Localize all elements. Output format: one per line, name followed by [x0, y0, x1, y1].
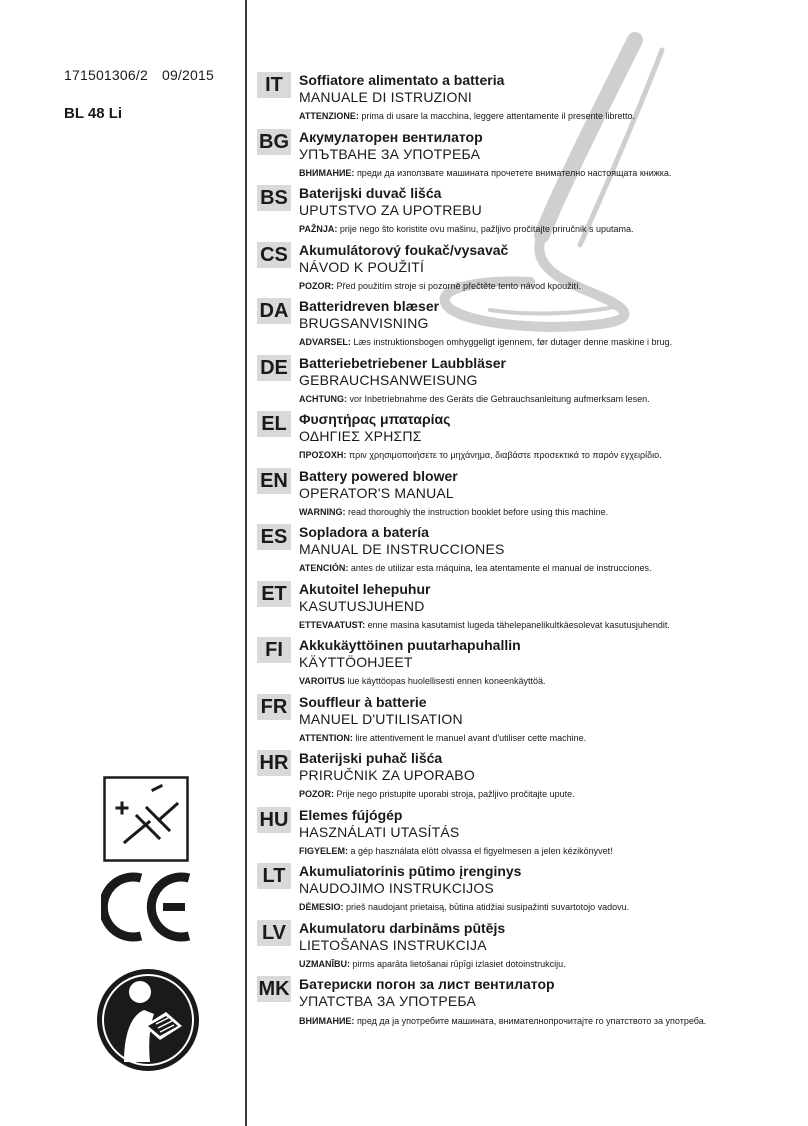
manual-subtitle: KÄYTTÖOHJEET — [299, 654, 413, 670]
manual-subtitle: NAUDOJIMO INSTRUKCIJOS — [299, 880, 494, 896]
read-manual-icon — [94, 966, 202, 1074]
warning-text: prima di usare la macchina, leggere attentamente il presente libretto. — [358, 111, 635, 121]
product-title: Baterijski puhač lišća — [299, 750, 443, 766]
warning-label: ETTEVAATUST: — [299, 619, 366, 630]
language-code: EL — [257, 411, 291, 437]
warning-note — [299, 620, 799, 630]
ce-mark-icon — [101, 870, 193, 944]
warning-label: ATTENTION: — [299, 732, 353, 743]
warning-label: WARNING: — [299, 506, 346, 517]
warning-note — [299, 846, 799, 856]
warning-label: UZMANĪBU: — [299, 958, 350, 969]
warning-label: POZOR: — [299, 280, 334, 291]
warning-label: ACHTUNG: — [299, 393, 347, 404]
language-block-hr — [257, 750, 802, 807]
battery-polarity-icon — [103, 776, 189, 862]
language-code: EN — [257, 468, 291, 494]
language-block-it — [257, 72, 802, 129]
language-code: ES — [257, 524, 291, 550]
warning-text: vor Inbetriebnahme des Geräts die Gebrauchsanleitung aufmerksam lesen. — [347, 393, 650, 404]
language-list — [257, 72, 802, 1033]
warning-note — [299, 337, 799, 347]
language-block-et — [257, 581, 802, 638]
warning-note — [299, 902, 799, 912]
language-code: CS — [257, 242, 291, 268]
warning-text: πριν χρησιμοποιήσετε το μηχάνημα, διαβάστε προσεκτικά το παρόν εγχειρίδιο. — [346, 450, 662, 460]
language-code: LT — [257, 863, 291, 889]
warning-label: ΠΡΟΣΟΧΗ: — [299, 450, 347, 460]
product-title: Batteriebetriebener Laubbläser — [299, 354, 506, 371]
language-code: HR — [257, 750, 291, 776]
language-code: FI — [257, 637, 291, 663]
warning-note — [299, 676, 799, 686]
warning-note — [299, 281, 799, 291]
language-block-fi — [257, 637, 802, 694]
warning-label: ВНИМАНИЕ: — [299, 167, 355, 178]
product-title: Soffiatore alimentato a batteria — [299, 72, 505, 88]
warning-note — [299, 733, 799, 743]
product-title: Akumulátorový foukač/vysavač — [299, 241, 509, 258]
language-block-lt — [257, 863, 802, 920]
product-title: Sopladora a batería — [299, 524, 429, 540]
product-title: Elemes fújógép — [299, 806, 403, 823]
vertical-divider — [245, 0, 247, 1126]
warning-label: FIGYELEM: — [299, 845, 348, 856]
language-block-el — [257, 411, 802, 468]
warning-note — [299, 563, 799, 573]
model-name: BL 48 Li — [64, 105, 123, 122]
warning-label: ВНИМАНИЕ: — [299, 1016, 355, 1026]
warning-note — [299, 168, 799, 178]
language-block-mk — [257, 976, 802, 1033]
warning-text: пред да ја употребите машината, внимателнопрочитајте го упатството за употреба. — [354, 1016, 707, 1026]
product-title: Akumuliatorinis pūtimo įrenginys — [299, 863, 522, 879]
language-code: FR — [257, 694, 291, 720]
manual-subtitle: MANUALE DI ISTRUZIONI — [299, 89, 472, 105]
warning-note — [299, 789, 799, 799]
language-block-es — [257, 524, 802, 581]
manual-subtitle: GEBRAUCHSANWEISUNG — [299, 371, 478, 388]
language-block-bg — [257, 129, 802, 186]
warning-text: prije nego što koristite ovu mašinu, pažljivo pročitajte priručnik s uputama. — [337, 224, 634, 234]
language-code: MK — [258, 978, 290, 1000]
warning-text: enne masina kasutamist lugeda tähelepanelikultkäesolevat kasutusjuhendit. — [365, 619, 670, 630]
manual-subtitle: KASUTUSJUHEND — [299, 597, 425, 614]
product-title: Batteridreven blæser — [299, 298, 440, 314]
warning-text: Před použitím stroje si pozorně přečtěte tento návod kpoužití. — [334, 280, 582, 291]
language-code: LV — [257, 920, 291, 946]
language-block-en — [257, 468, 802, 525]
doc-number: 171501306/2 — [64, 67, 148, 83]
product-title: Акумулаторен вентилатор — [299, 128, 483, 145]
manual-subtitle: NÁVOD K POUŽITÍ — [299, 258, 425, 275]
language-code: HU — [257, 807, 291, 833]
warning-label: PAŽNJA: — [299, 224, 338, 234]
product-title: Souffleur à batterie — [299, 693, 427, 710]
doc-date: 09/2015 — [161, 67, 214, 83]
product-title: Battery powered blower — [299, 467, 458, 484]
warning-label: ATENCIÓN: — [299, 563, 349, 573]
warning-text: преди да използвате машината прочетете внимателно настоящата книжка. — [354, 167, 672, 178]
manual-subtitle: UPUTSTVO ZA UPOTREBU — [299, 202, 482, 218]
warning-text: prieš naudojant prietaisą, būtina atidžiai susipažinti suvartotojo vadovu. — [343, 902, 630, 912]
warning-text: Prije nego pristupite uporabi stroja, pažljivo pročitajte upute. — [334, 789, 575, 799]
language-code: ET — [257, 581, 291, 607]
warning-note — [299, 1012, 799, 1030]
warning-label: ADVARSEL: — [299, 337, 351, 347]
document-code — [64, 67, 214, 83]
language-code: DE — [257, 355, 291, 381]
language-block-cs — [257, 242, 802, 299]
product-title: Baterijski duvač lišća — [299, 185, 442, 201]
warning-text: lue käyttöopas huolellisesti ennen koneenkäyttöä. — [344, 676, 546, 686]
product-title: Батериски погон за лист вентилатор — [299, 976, 555, 992]
product-title: Akumulatoru darbināms pūtējs — [299, 919, 506, 936]
language-code: DA — [257, 298, 291, 324]
warning-text: Læs instruktionsbogen omhyggeligt igennem, før dutager denne maskine i brug. — [350, 337, 673, 347]
warning-note — [299, 507, 799, 517]
warning-note — [299, 394, 799, 404]
warning-note — [299, 959, 799, 969]
warning-text: antes de utilizar esta máquina, lea atentamente el manual de instrucciones. — [348, 563, 652, 573]
manual-subtitle: LIETOŠANAS INSTRUKCIJA — [299, 936, 487, 953]
manual-subtitle: HASZNÁLATI UTASÍTÁS — [299, 823, 460, 840]
language-code: IT — [257, 72, 291, 98]
language-block-bs — [257, 185, 802, 242]
language-block-de — [257, 355, 802, 412]
warning-text: pirms aparāta lietošanai rūpīgi izlasiet dotoinstrukciju. — [350, 958, 566, 969]
language-block-da — [257, 298, 802, 355]
manual-subtitle: УПЪТВАНЕ ЗА УПОТРЕБА — [299, 145, 481, 162]
manual-subtitle: MANUAL DE INSTRUCCIONES — [299, 541, 505, 557]
manual-subtitle: BRUGSANVISNING — [299, 315, 429, 331]
warning-note — [299, 450, 799, 460]
manual-subtitle: УПАТСТВА ЗА УПОТРЕБА — [299, 993, 477, 1009]
warning-label: DĖMESIO: — [299, 902, 344, 912]
language-block-hu — [257, 807, 802, 864]
warning-text: lire attentivement le manuel avant d'utiliser cette machine. — [352, 732, 587, 743]
product-title: Φυσητήρας μπαταρίας — [299, 411, 451, 427]
manual-subtitle: OPERATOR'S MANUAL — [299, 484, 454, 501]
manual-subtitle: PRIRUČNIK ZA UPORABO — [299, 767, 475, 783]
manual-subtitle: MANUEL D'UTILISATION — [299, 710, 463, 727]
language-block-fr — [257, 694, 802, 751]
language-block-lv — [257, 920, 802, 977]
language-code: BG — [259, 130, 289, 153]
warning-label: ATTENZIONE: — [299, 111, 359, 121]
language-code: BS — [257, 185, 291, 211]
warning-text: read thoroughly the instruction booklet before using this machine. — [345, 506, 609, 517]
product-title: Akutoitel lehepuhur — [299, 580, 431, 597]
warning-note — [299, 111, 799, 121]
product-title: Akkukäyttöinen puutarhapuhallin — [299, 637, 521, 653]
warning-label: VAROITUS — [299, 676, 345, 686]
warning-label: POZOR: — [299, 789, 334, 799]
manual-subtitle: ΟΔΗΓΙΕΣ ΧΡΗΣΠΣ — [299, 428, 422, 444]
warning-text: a gép használata elött olvassa el figyelmesen a jelen kézikönyvet! — [348, 845, 613, 856]
warning-note — [299, 224, 799, 234]
